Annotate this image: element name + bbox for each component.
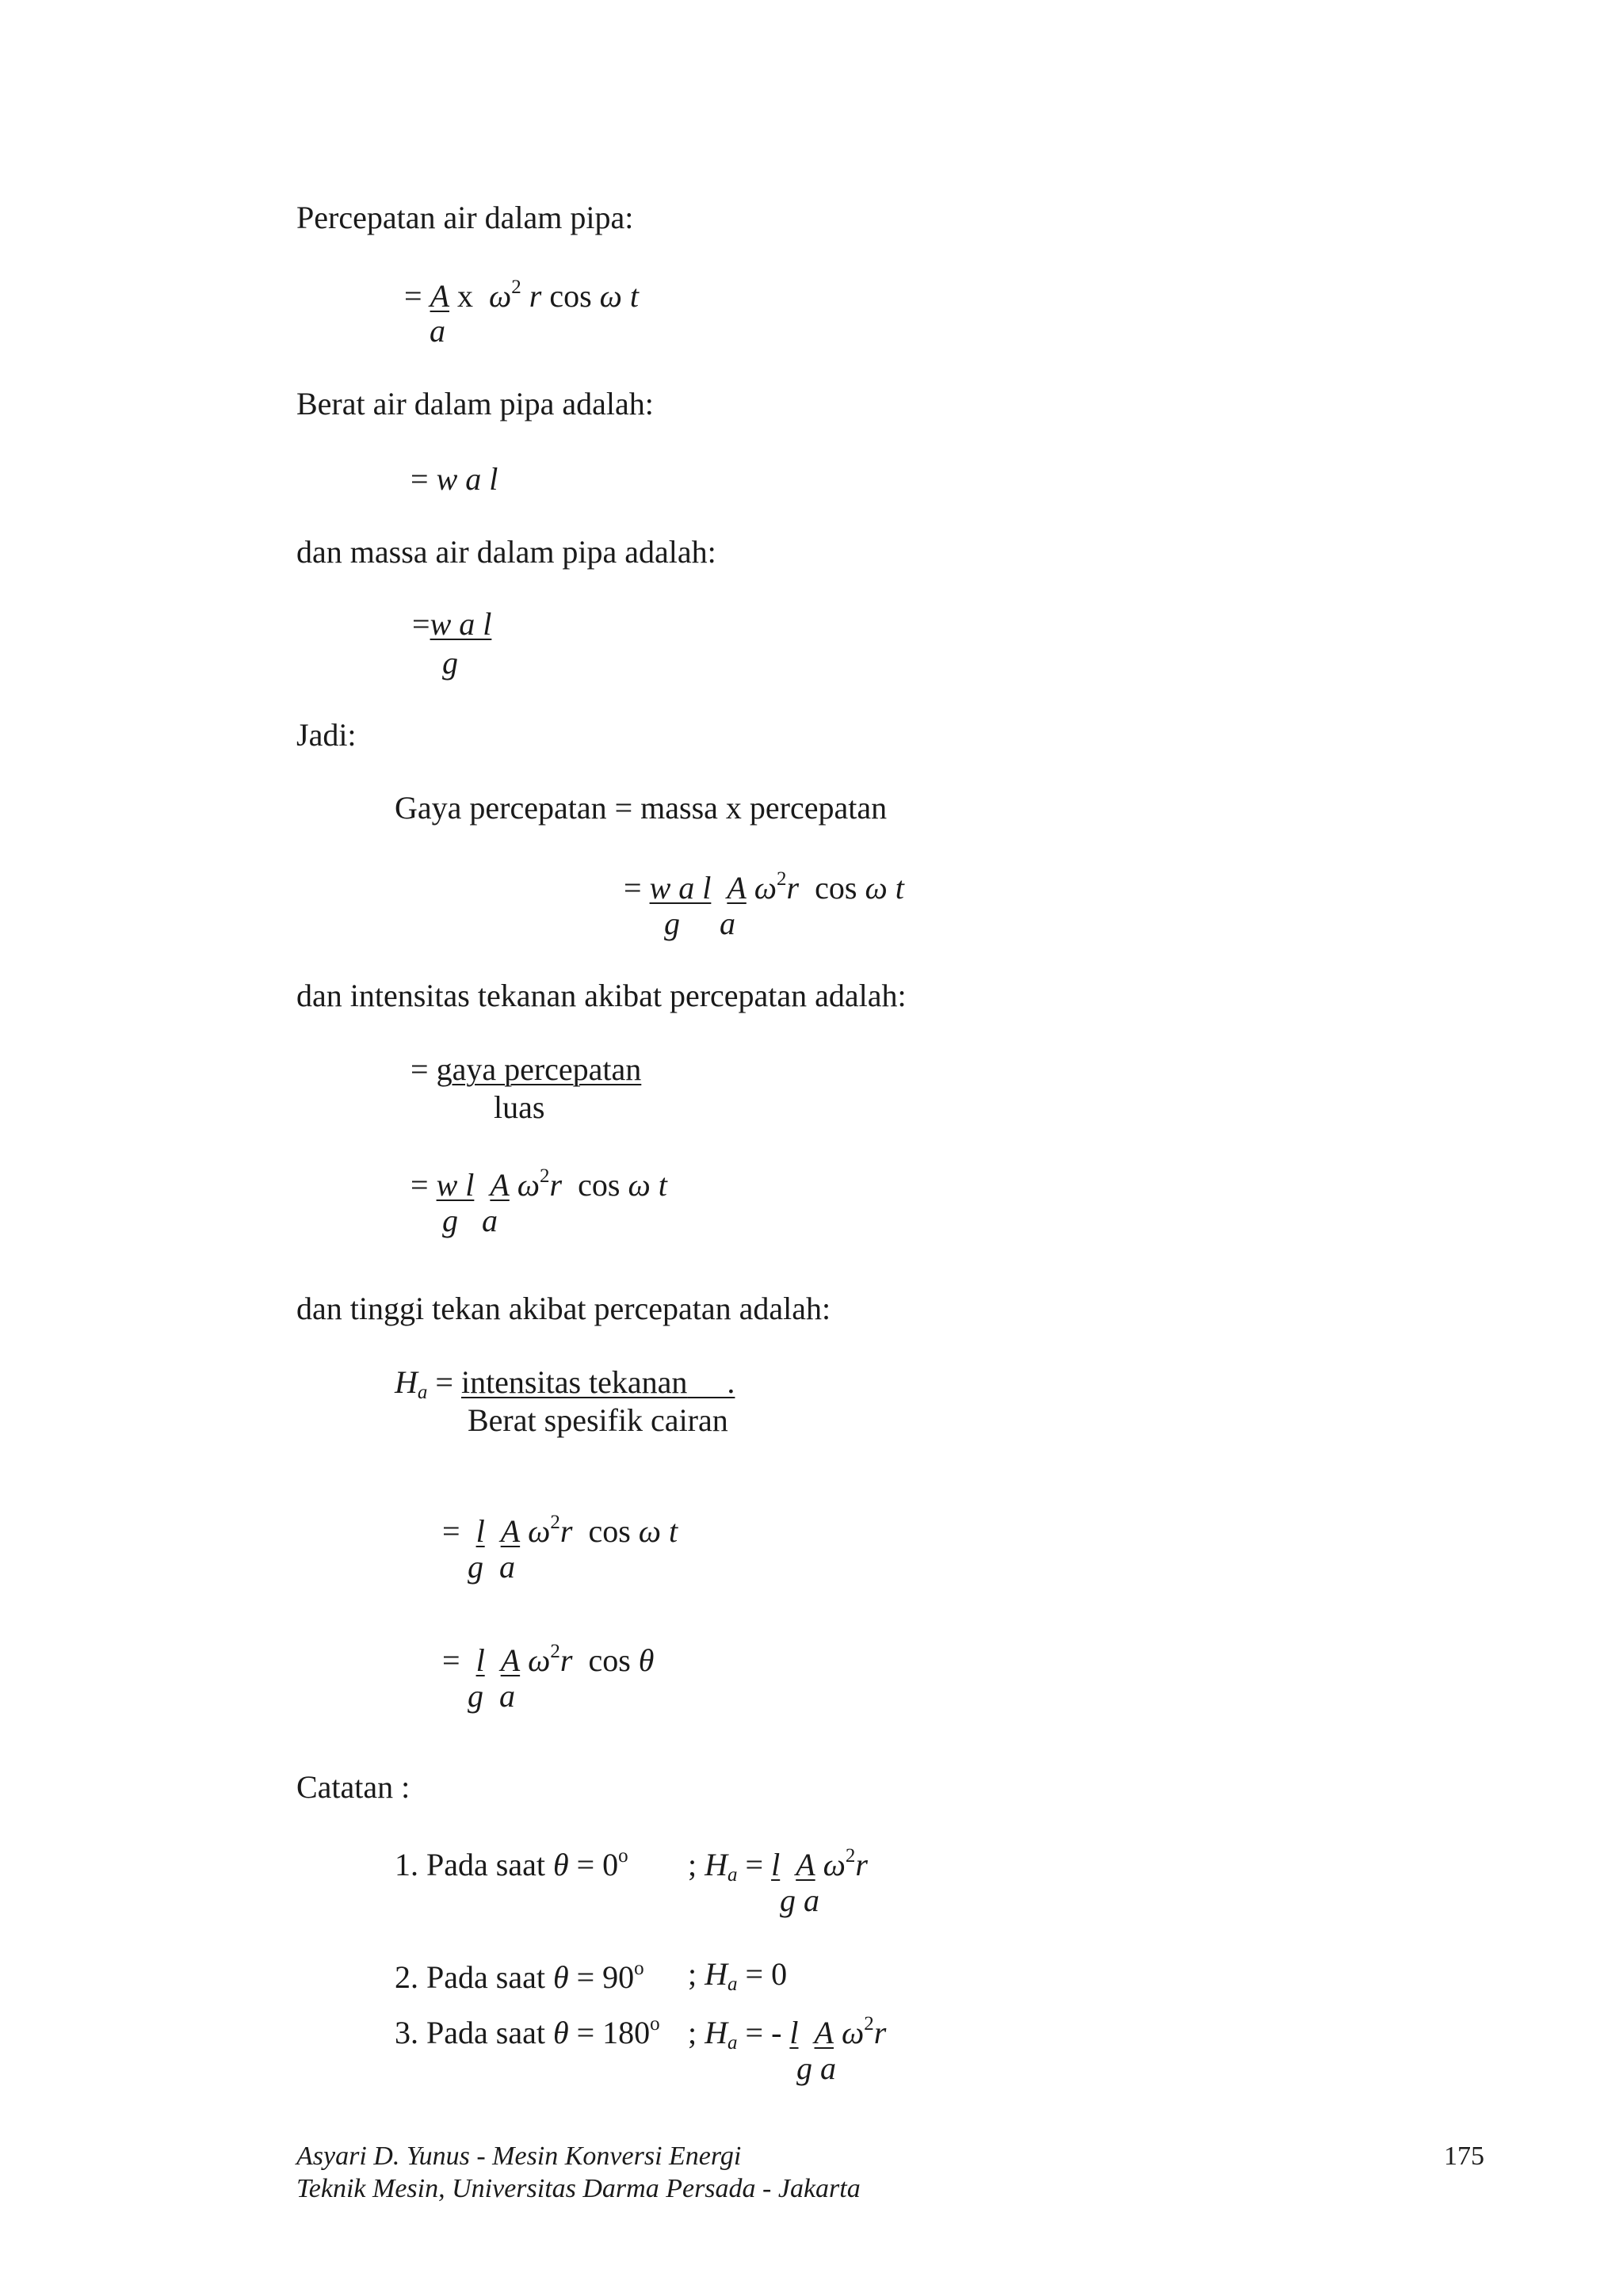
note-label: 1. Pada saat [395,1847,545,1882]
note-item: 1. Pada saat $\theta = 0^o$ [395,1845,628,1882]
heading-jadi: Jadi: [296,717,357,753]
equation-acceleration-denominator: a [430,313,445,349]
equation-head-omega-t-denominator: g a [468,1549,515,1585]
note-result: ; $H_a = 0$ [688,1956,788,1995]
equation-intensity-expanded-denominator: g a [442,1203,498,1238]
note-result-value: 0 [771,1956,788,1992]
equation-mass: =w a l [412,606,492,642]
heading-head: dan tinggi tekan akibat percepatan adalah: [296,1291,831,1326]
note-angle: 90 [602,1959,635,1995]
note-angle: 180 [602,2015,651,2050]
note-result-denominator: g a [780,1882,819,1918]
heading-acceleration: Percepatan air dalam pipa: [296,200,634,235]
heading-intensity: dan intensitas tekanan akibat percepatan adalah: [296,978,907,1013]
heading-notes: Catatan : [296,1769,411,1805]
equation-force-denominator: g a [664,906,735,941]
head-denominator: Berat spesifik cairan [468,1402,728,1438]
equation-head-theta: = l A $\omega^2r$ cos θ [442,1641,655,1678]
force-label: Gaya percepatan = massa x percepatan [395,790,888,826]
heading-mass: dan massa air dalam pipa adalah: [296,534,716,570]
note-angle: 0 [602,1847,619,1882]
equation-force: = w a l A $\omega^2r$ cos ω t [624,868,904,906]
note-result-denominator: g a [796,2050,836,2086]
note-result: ; $H_a = l$ A $\omega^2r$ [688,1845,868,1886]
intensity-denominator: luas [494,1089,545,1125]
note-result: ; $H_a$ = - l A $\omega^2r$ [688,2013,887,2054]
equation-intensity: = gaya percepatan [411,1051,642,1087]
equation-acceleration: = A x $\omega^2$ r cos ω t [404,277,640,314]
equation-head-omega-t: = l A $\omega^2r$ cos ω t [442,1512,678,1549]
footer-institution: Teknik Mesin, Universitas Darma Persada - Jakarta [296,2174,861,2203]
equation-weight: = w a l [411,461,498,497]
page-number: 175 [1444,2142,1484,2171]
intensity-numerator: gaya percepatan [436,1051,642,1087]
note-item: 2. Pada saat $\theta = 90^o$ [395,1958,644,1995]
head-numerator: intensitas tekanan [460,1364,688,1400]
note-label: 3. Pada saat [395,2015,545,2050]
equation-head: $H_a$ = intensitas tekanan . [395,1364,735,1403]
equation-mass-denominator: g [442,645,458,681]
footer-author: Asyari D. Yunus - Mesin Konversi Energi [296,2142,742,2171]
equation-head-theta-denominator: g a [468,1678,515,1714]
note-item: 3. Pada saat $\theta = 180^o$ [395,2013,660,2050]
heading-weight: Berat air dalam pipa adalah: [296,386,654,421]
note-label: 2. Pada saat [395,1959,545,1995]
equation-intensity-expanded: = w l A $\omega^2r$ cos ω t [411,1165,667,1203]
